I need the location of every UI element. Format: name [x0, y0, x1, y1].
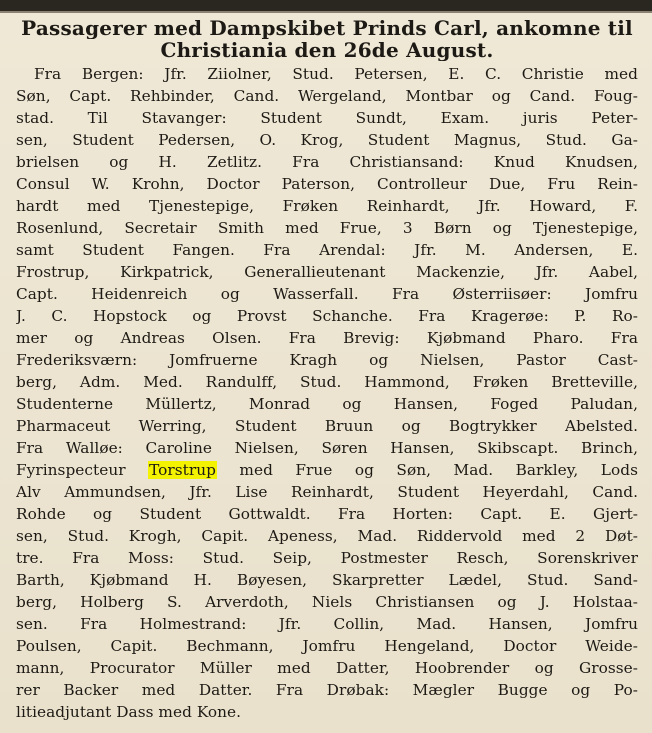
text-line: Poulsen, Capit. Bechmann, Jomfru Hengeland, Doctor Weide- [16, 637, 638, 655]
article-body [16, 63, 638, 723]
headline-line-1: Passagerer med Dampskibet Prinds Carl, ankomne til [21, 17, 633, 39]
text-line: tre. Fra Moss: Stud. Seip, Postmester Resch, Sorenskriver [16, 549, 638, 567]
text-line: berg, Adm. Med. Randulff, Stud. Hammond, Frøken Bretteville, [16, 373, 638, 391]
headline-line-2: Christiania den 26de August. [160, 39, 494, 61]
text-line: Consul W. Krohn, Doctor Paterson, Controlleur Due, Fru Rein- [16, 175, 638, 193]
text-line: stad. Til Stavanger: Student Sundt, Exam. juris Peter- [16, 109, 638, 127]
text-line: Frostrup, Kirkpatrick, Generallieutenant Mackenzie, Jfr. Aabel, [16, 263, 638, 281]
text-line-highlighted [16, 459, 638, 481]
text-line: sen, Stud. Krogh, Capit. Apeness, Mad. Riddervold med 2 Døt- [16, 527, 638, 545]
text-line: J. C. Hopstock og Provst Schanche. Fra Kragerøe: P. Ro- [16, 307, 638, 325]
text-line: Frederiksværn: Jomfruerne Kragh og Nielsen, Pastor Cast- [16, 351, 638, 369]
text-line: rer Backer med Datter. Fra Drøbak: Mægler Bugge og Po- [16, 681, 638, 699]
search-highlight: Torstrup [149, 461, 216, 479]
text-line: samt Student Fangen. Fra Arendal: Jfr. M. Andersen, E. [16, 241, 638, 259]
text-line: Fra Bergen: Jfr. Ziiolner, Stud. Petersen, E. C. Christie med [34, 65, 638, 83]
text-line: Barth, Kjøbmand H. Bøyesen, Skarpretter Lædel, Stud. Sand- [16, 571, 638, 589]
article-headline [16, 17, 638, 61]
text-line: hardt med Tjenestepige, Frøken Reinhardt, Jfr. Howard, F. [16, 197, 638, 215]
text-line: Capt. Heidenreich og Wasserfall. Fra Østerriisøer: Jomfru [16, 285, 638, 303]
text-line: berg, Holberg S. Arverdoth, Niels Christiansen og J. Holstaa- [16, 593, 638, 611]
text-line: Søn, Capt. Rehbinder, Cand. Wergeland, Montbar og Cand. Foug- [16, 87, 638, 105]
line-suffix: med Frue og Søn, Mad. Barkley, Lods [239, 461, 638, 479]
text-line: brielsen og H. Zetlitz. Fra Christiansand: Knud Knudsen, [16, 153, 638, 171]
text-line: Rosenlund, Secretair Smith med Frue, 3 Børn og Tjenestepige, [16, 219, 638, 237]
top-rule [0, 0, 652, 13]
line-prefix: Fyrinspecteur [16, 461, 126, 479]
text-line: mann, Procurator Müller med Datter, Hoobrender og Grosse- [16, 659, 638, 677]
text-line: mer og Andreas Olsen. Fra Brevig: Kjøbmand Pharo. Fra [16, 329, 638, 347]
text-line: Pharmaceut Werring, Student Bruun og Bogtrykker Abelsted. [16, 417, 638, 435]
text-line: Rohde og Student Gottwaldt. Fra Horten: Capt. E. Gjert- [16, 505, 638, 523]
text-line: litieadjutant Dass med Kone. [16, 703, 242, 721]
text-line: Fra Walløe: Caroline Nielsen, Søren Hansen, Skibscapt. Brinch, [16, 439, 638, 457]
text-line: Studenterne Müllertz, Monrad og Hansen, Foged Paludan, [16, 395, 638, 413]
text-line: sen. Fra Holmestrand: Jfr. Collin, Mad. Hansen, Jomfru [16, 615, 638, 633]
text-line: Alv Ammundsen, Jfr. Lise Reinhardt, Student Heyerdahl, Cand. [16, 483, 638, 501]
text-line: sen, Student Pedersen, O. Krog, Student Magnus, Stud. Ga- [16, 131, 638, 149]
